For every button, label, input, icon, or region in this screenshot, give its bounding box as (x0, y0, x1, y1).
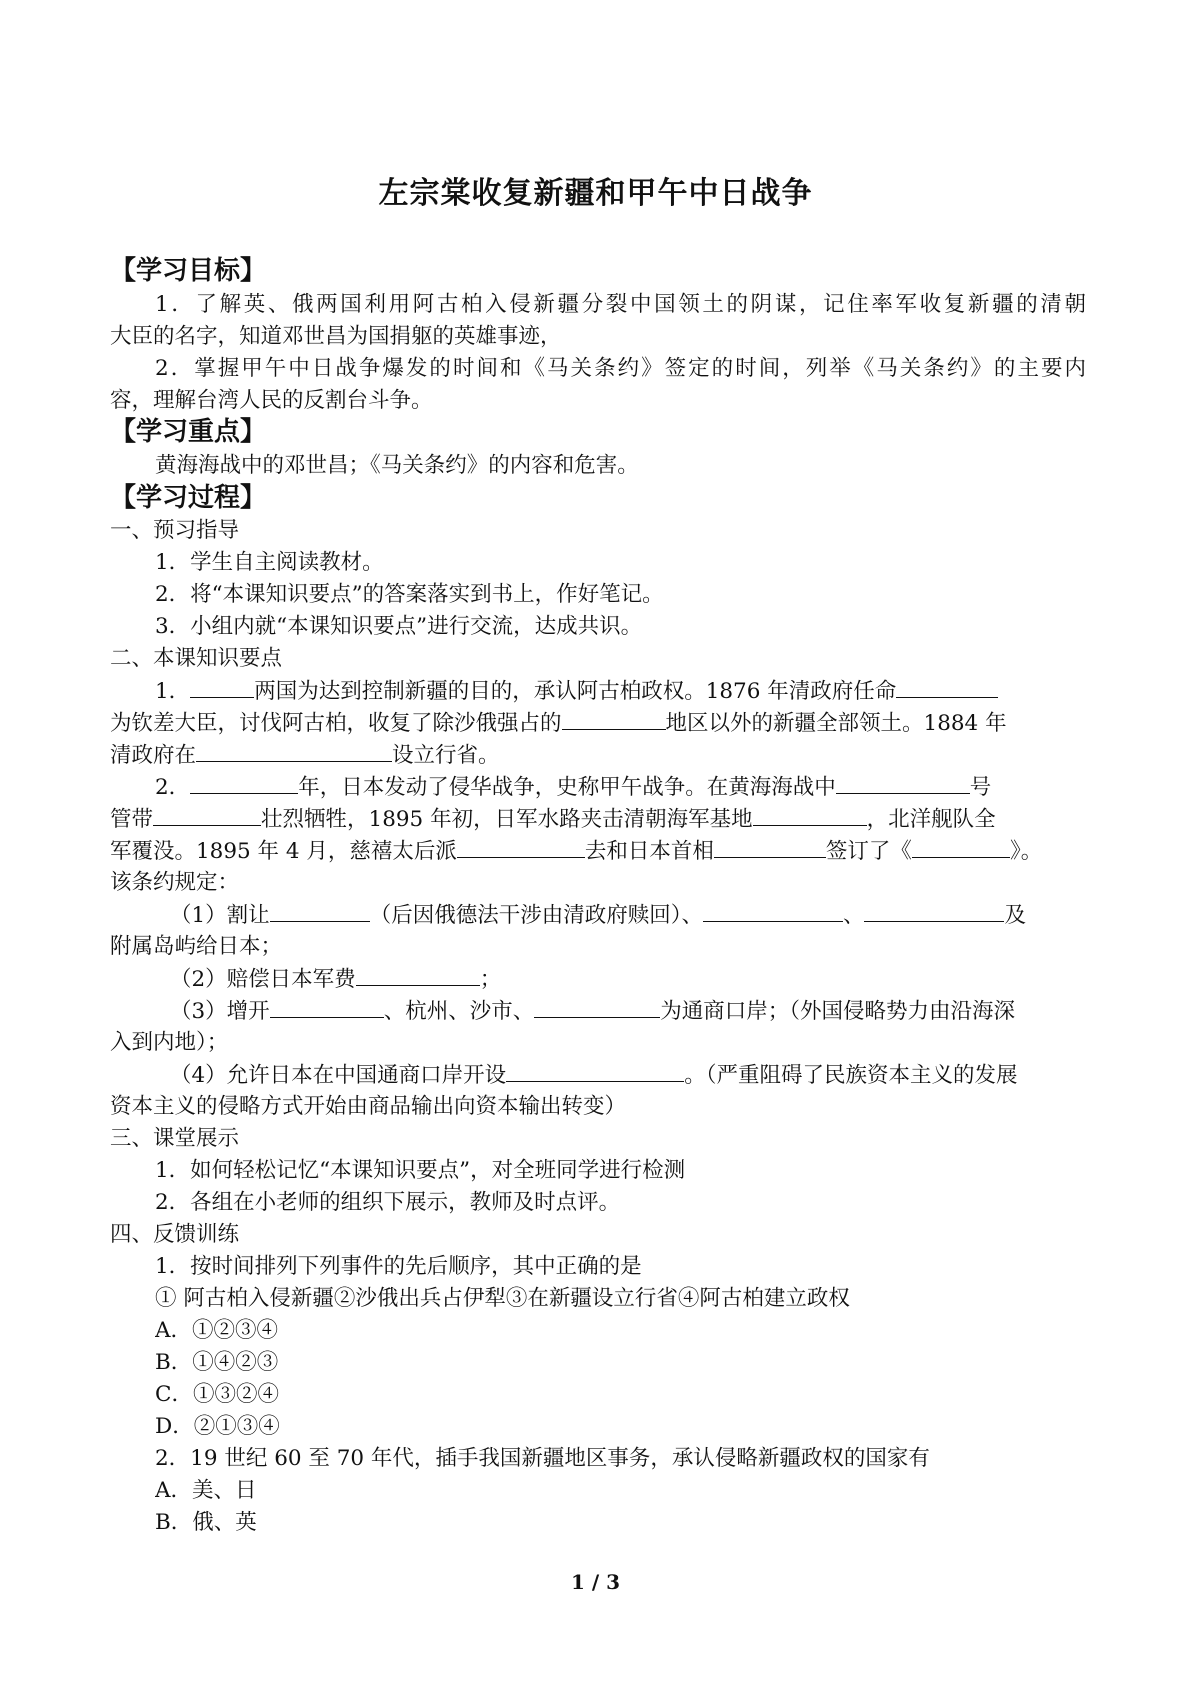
treaty-term-4-line-2: 资本主义的侵略方式开始由商品输出向资本输出转变） (110, 1094, 627, 1119)
knowledge-2-line-4: 该条约规定： (110, 870, 240, 895)
question-2-option-a: A．美、日 (155, 1478, 257, 1503)
fill-blank (270, 995, 384, 1018)
question-1-option-d: D．②①③④ (155, 1414, 280, 1439)
display-item-1: 1．如何轻松记忆“本课知识要点”，对全班同学进行检测 (155, 1158, 686, 1183)
display-heading: 三、课堂展示 (110, 1126, 240, 1151)
knowledge-heading: 二、本课知识要点 (110, 646, 283, 671)
goal-1-line-2: 大臣的名字，知道邓世昌为国捐躯的英雄事迹， (110, 324, 562, 349)
fill-blank (190, 771, 298, 794)
fill-blank (753, 803, 867, 826)
knowledge-1-line-1: 1． 两国为达到控制新疆的目的，承认阿古柏政权。1876 年清政府任命 (155, 675, 1086, 707)
section-heading-process: 【学习过程】 (110, 483, 267, 513)
treaty-term-3-line-2: 入到内地）； (110, 1030, 229, 1055)
knowledge-1-line-3: 清政府在 设立行省。 (110, 739, 1086, 771)
fill-blank (562, 707, 666, 730)
question-1-option-b: B．①④②③ (155, 1350, 279, 1375)
section-heading-goals: 【学习目标】 (110, 256, 267, 286)
question-1-option-c: C．①③②④ (155, 1382, 279, 1407)
treaty-term-4-line-1: （4）允许日本在中国通商口岸开设 。（严重阻碍了民族资本主义的发展 (170, 1059, 1086, 1091)
focus-text: 黄海海战中的邓世昌；《马关条约》的内容和危害。 (155, 453, 639, 478)
goal-2-line-1: 2．掌握甲午中日战争爆发的时间和《马关条约》签定的时间，列举《马关条约》的主要内 (155, 356, 1086, 381)
treaty-term-1-line-2: 附属岛屿给日本； (110, 934, 283, 959)
knowledge-1-line-2: 为钦差大臣，讨伐阿古柏，收复了除沙俄强占的 地区以外的新疆全部领土。1884 年 (110, 707, 1086, 739)
display-item-2: 2．各组在小老师的组织下展示，教师及时点评。 (155, 1190, 621, 1215)
preview-heading: 一、预习指导 (110, 518, 240, 543)
knowledge-2-line-1: 2． 年，日本发动了侵华战争，史称甲午战争。在黄海海战中 号 (155, 771, 1086, 803)
fill-blank (703, 899, 843, 922)
page-title: 左宗棠收复新疆和甲午中日战争 (378, 176, 813, 211)
fill-blank (896, 675, 998, 698)
question-2: 2．19 世纪 60 至 70 年代，插手我国新疆地区事务，承认侵略新疆政权的国家有 (155, 1446, 930, 1471)
section-heading-focus: 【学习重点】 (110, 417, 267, 447)
knowledge-2-line-2: 管带 壮烈牺牲，1895 年初，日军水路夹击清朝海军基地 ，北洋舰队全 (110, 803, 1086, 835)
treaty-term-2: （2）赔偿日本军费 ； (170, 963, 1086, 995)
fill-blank (714, 835, 826, 858)
question-1: 1．按时间排列下列事件的先后顺序，其中正确的是 (155, 1254, 642, 1279)
preview-item-3: 3．小组内就“本课知识要点”进行交流，达成共识。 (155, 614, 643, 639)
fill-blank (153, 803, 261, 826)
preview-item-2: 2．将“本课知识要点”的答案落实到书上，作好笔记。 (155, 582, 664, 607)
goal-2-line-2: 容，理解台湾人民的反割台斗争。 (110, 388, 433, 413)
treaty-term-1-line-1: （1）割让 （后因俄德法干涉由清政府赎回）、 、 及 (170, 899, 1086, 931)
preview-item-1: 1．学生自主阅读教材。 (155, 550, 384, 575)
treaty-term-3-line-1: （3）增开 、杭州、沙市、 为通商口岸；（外国侵略势力由沿海深 (170, 995, 1086, 1027)
page-number: 1 / 3 (570, 1570, 621, 1594)
feedback-heading: 四、反馈训练 (110, 1222, 240, 1247)
fill-blank (912, 835, 1010, 858)
fill-blank (196, 739, 392, 762)
knowledge-2-line-3: 军覆没。1895 年 4 月，慈禧太后派 去和日本首相 签订了《 》。 (110, 835, 1086, 867)
fill-blank (190, 675, 254, 698)
fill-blank (506, 1059, 684, 1082)
fill-blank (356, 963, 480, 986)
question-1-events: ① 阿古柏入侵新疆②沙俄出兵占伊犁③在新疆设立行省④阿古柏建立政权 (155, 1286, 850, 1311)
fill-blank (836, 771, 970, 794)
question-1-option-a: A．①②③④ (155, 1318, 279, 1343)
fill-blank (864, 899, 1004, 922)
question-2-option-b: B．俄、英 (155, 1510, 257, 1535)
goal-1-line-1: 1．了解英、俄两国利用阿古柏入侵新疆分裂中国领土的阴谋，记住率军收复新疆的清朝 (155, 292, 1086, 317)
fill-blank (534, 995, 660, 1018)
fill-blank (457, 835, 585, 858)
fill-blank (270, 899, 370, 922)
